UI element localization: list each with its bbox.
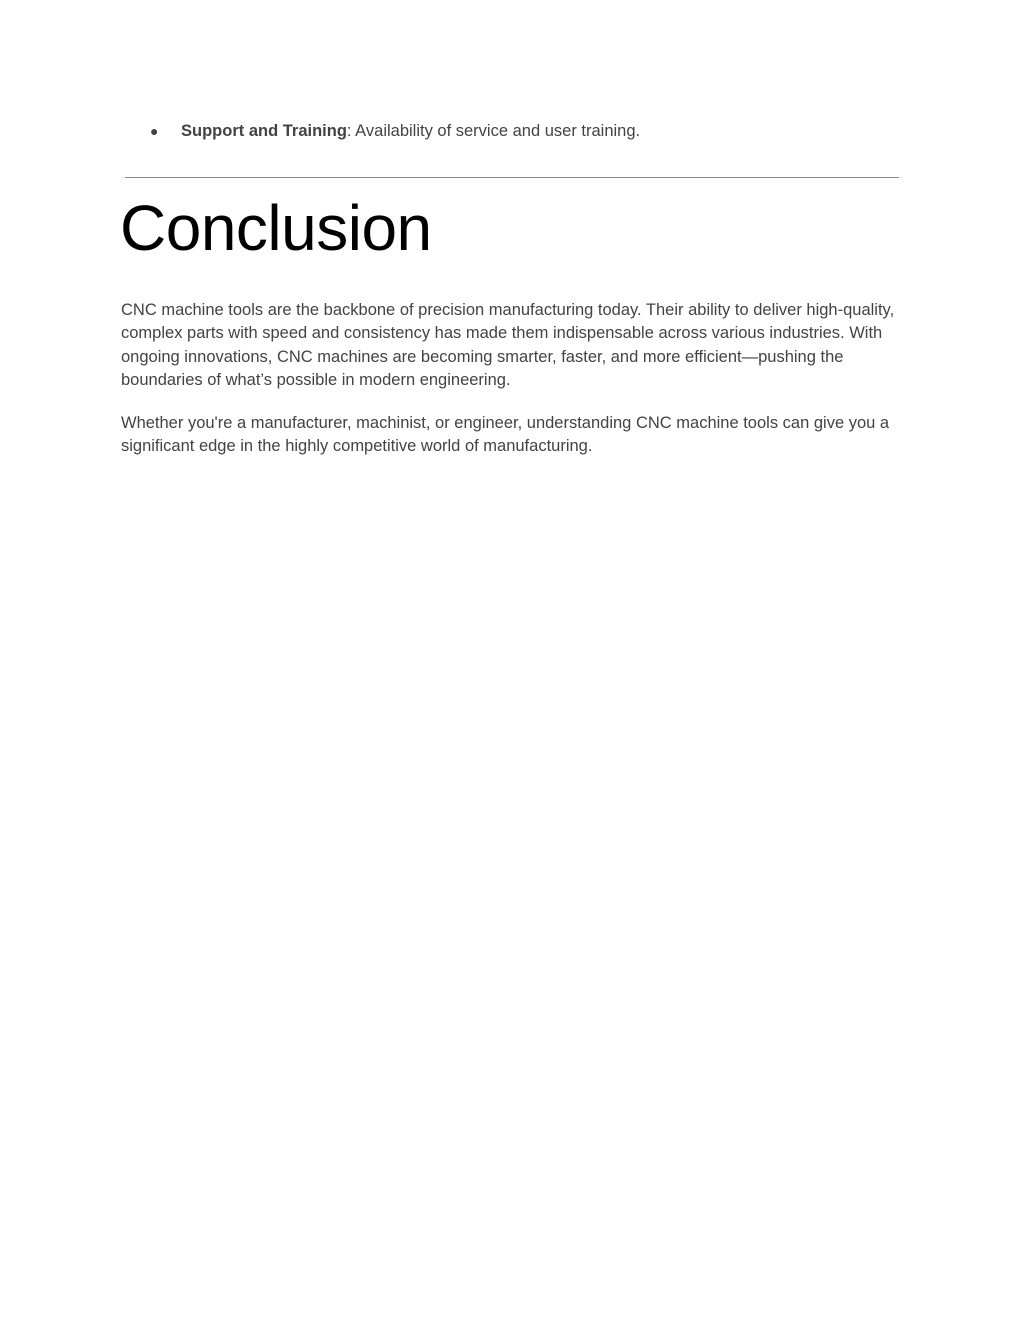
list-item: [150, 120, 910, 142]
bullet-description: : Availability of service and user training.: [346, 122, 641, 140]
conclusion-paragraph-1: CNC machine tools are the backbone of precision manufacturing today. Their ability to deliver high-quality, complex parts with speed and consistency has made them indispensable across various industries. With ongoing innovations, CNC machines are becoming smarter, faster, and more efficient—pushing the boundaries of what’s possible in modern engineering.: [121, 301, 895, 389]
bullet-term: Support and Training: [181, 122, 347, 140]
horizontal-divider: [125, 177, 899, 178]
section-heading: Conclusion: [120, 192, 432, 264]
conclusion-paragraph-2: Whether you're a manufacturer, machinist, or engineer, understanding CNC machine tools can give you a significant edge in the highly competitive world of manufacturing.: [121, 414, 890, 456]
bullet-list: [150, 120, 910, 142]
bullet-dot-icon: ●: [150, 123, 159, 139]
